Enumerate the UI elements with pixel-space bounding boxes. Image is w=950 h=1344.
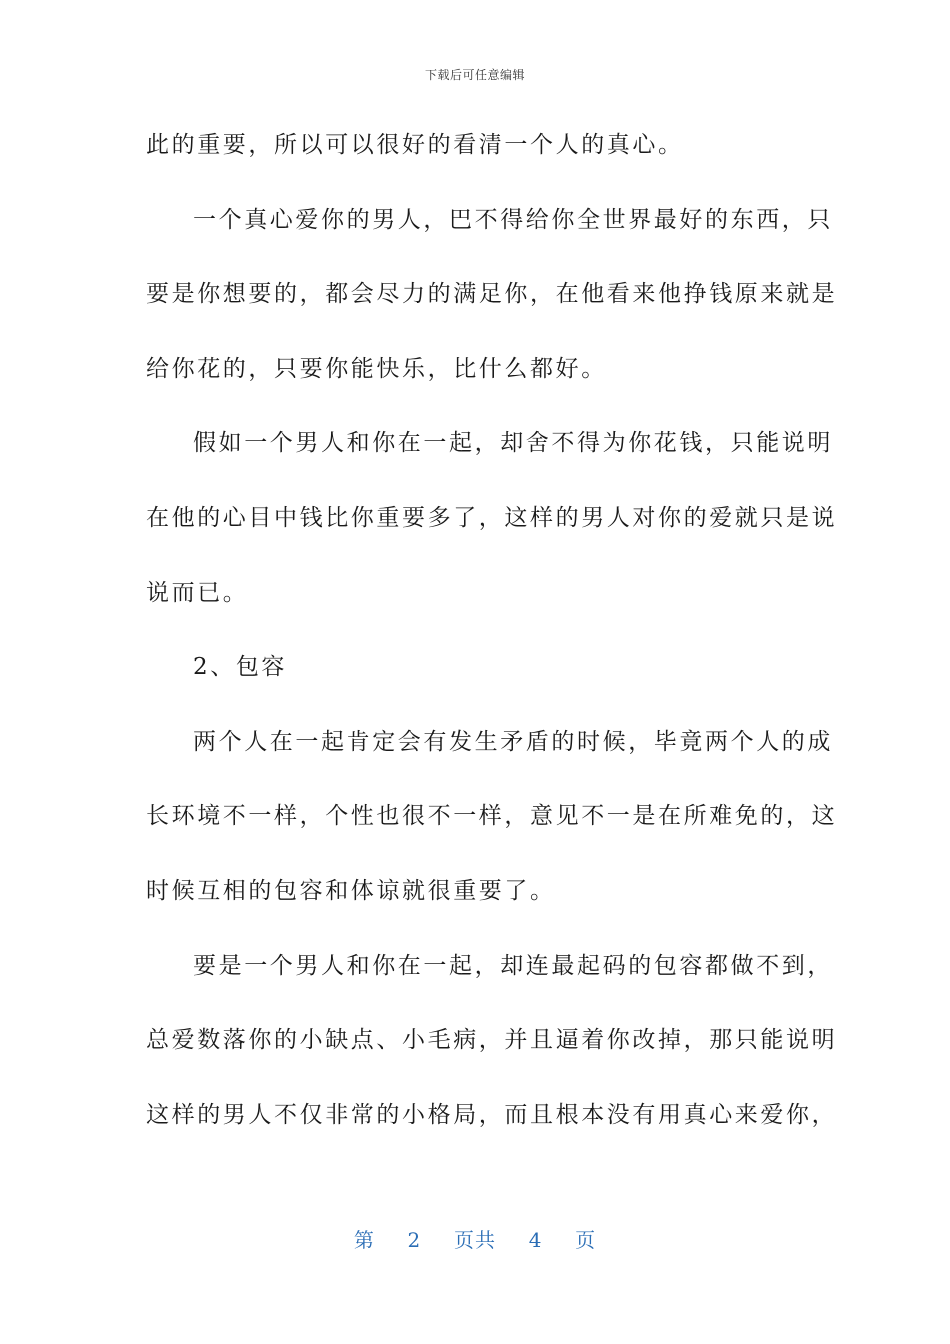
text-line: 一个真心爱你的男人，巴不得给你全世界最好的东西，只 [193, 206, 833, 233]
page-footer [0, 1224, 950, 1253]
section-heading: 2、包容 [193, 654, 288, 681]
total-pages: 4 [528, 1228, 543, 1252]
text-line: 两个人在一起肯定会有发生矛盾的时候，毕竟两个人的成 [193, 728, 833, 755]
text-line: 总爱数落你的小缺点、小毛病，并且逼着你改掉，那只能说明 [146, 1027, 838, 1054]
page-prefix: 第 [353, 1228, 375, 1252]
text-line: 时候互相的包容和体谅就很重要了。 [146, 877, 556, 904]
text-line: 给你花的，只要你能快乐，比什么都好。 [146, 355, 607, 382]
text-line: 在他的心目中钱比你重要多了，这样的男人对你的爱就只是说 [146, 504, 838, 531]
page-number: 2 [407, 1228, 422, 1252]
text-line: 假如一个男人和你在一起，却舍不得为你花钱，只能说明 [193, 430, 833, 457]
text-line: 此的重要，所以可以很好的看清一个人的真心。 [146, 132, 684, 158]
header-note: 下载后可任意编辑 [424, 68, 525, 82]
page-middle: 页共 [454, 1228, 496, 1252]
text-line: 要是你想要的，都会尽力的满足你，在他看来他挣钱原来就是 [146, 281, 838, 308]
text-line: 这样的男人不仅非常的小格局，而且根本没有用真心来爱你， [146, 1101, 838, 1128]
body-text [146, 115, 838, 1159]
text-line: 要是一个男人和你在一起，却连最起码的包容都做不到， [193, 952, 833, 979]
page-suffix: 页 [575, 1228, 597, 1252]
text-line: 长环境不一样，个性也很不一样，意见不一是在所难免的，这 [146, 803, 838, 830]
text-line: 说而已。 [146, 579, 249, 606]
